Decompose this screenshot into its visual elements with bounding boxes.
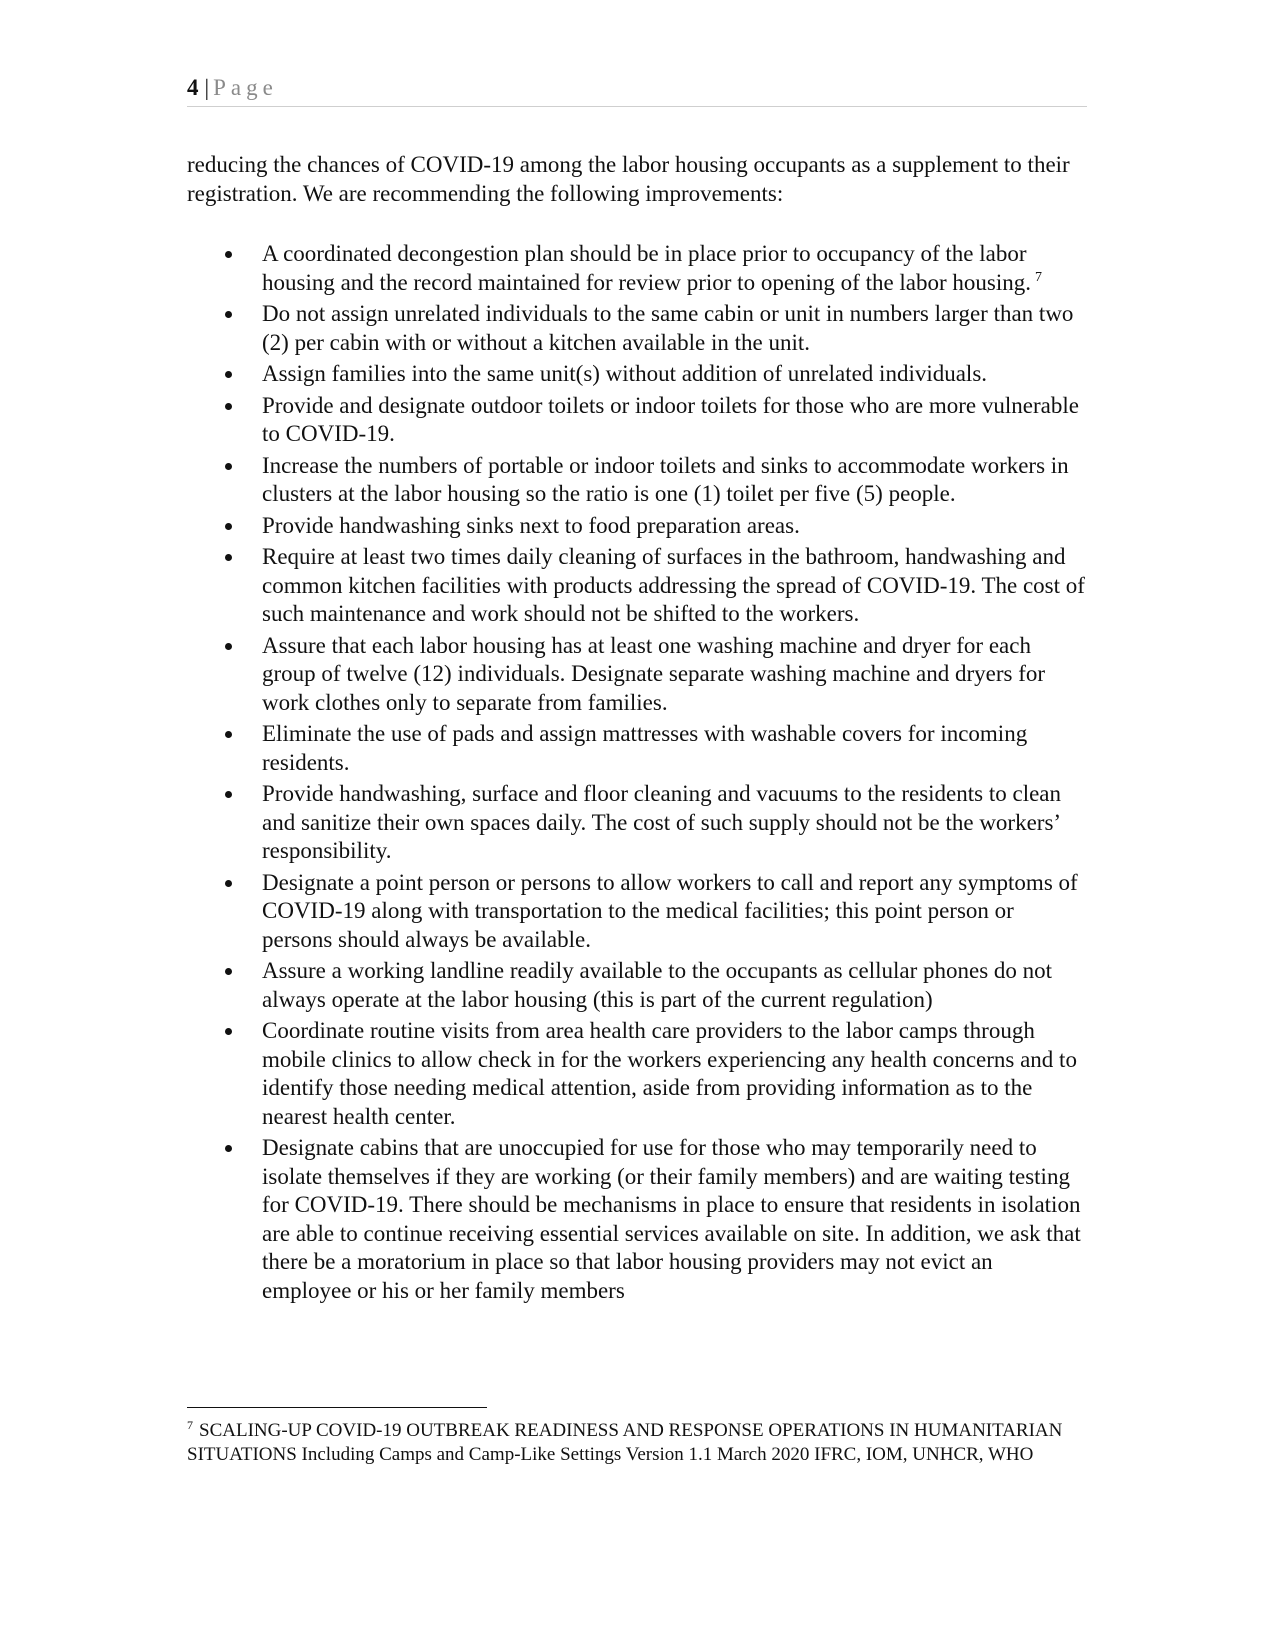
list-item [187,1134,1087,1305]
list-item-text: Provide handwashing, surface and floor cleaning and vacuums to the residents to clean and sanitize their own spaces daily. The cost of such supply should not be the workers’ responsibility. [262,781,1062,863]
bullet-icon [225,311,232,318]
list-item-text: Assure a working landline readily available to the occupants as cellular phones do not always operate at the labor housing (this is part of the current regulation) [262,958,1053,1012]
list-item-text: Require at least two times daily cleaning of surfaces in the bathroom, handwashing and common kitchen facilities with products addressing the spread of COVID-19. The cost of such maintenance and work should not be shifted to the workers. [262,544,1085,626]
list-item [187,512,1087,541]
footnote [187,1419,1087,1467]
footnote-text: SCALING-UP COVID-19 OUTBREAK READINESS AND RESPONSE OPERATIONS IN HUMANITARIAN SITUATIONS Including Camps and Camp-Like Settings Version 1.1 March 2020 IFRC, IOM, UNHCR, WHO [187,1420,1063,1465]
list-item [187,452,1087,509]
intro-paragraph: reducing the chances of COVID-19 among the labor housing occupants as a supplement to their registration. We are recommending the following improvements: [187,152,1070,206]
recommendations-list [187,240,1087,1308]
list-item [187,240,1087,297]
footnote-reference: 7 [1035,269,1043,285]
list-item [187,869,1087,955]
page-separator: | [204,75,210,100]
list-item-text: Increase the numbers of portable or indoor toilets and sinks to accommodate workers in clusters at the labor housing so the ratio is one (1) toilet per five (5) people. [262,452,1069,506]
bullet-icon [225,463,232,470]
bullet-icon [225,968,232,975]
bullet-icon [225,554,232,561]
page-number: 4 [187,75,199,100]
bullet-icon [225,731,232,738]
list-item-text: Designate cabins that are unoccupied for use for those who may temporarily need to isolate themselves if they are working (or their family members) and are waiting testing for COVID-19. There should be mechanisms in place to ensure that residents in isolation are able to continue receiving essential services available on site. In addition, we ask that there be a moratorium in place so that labor housing providers may not evict an employee or his or her family members [262,1135,1081,1303]
list-item [187,957,1087,1014]
list-item [187,780,1087,866]
list-item [187,720,1087,777]
list-item [187,1017,1087,1131]
bullet-icon [225,880,232,887]
bullet-icon [225,643,232,650]
footnote-divider [187,1407,487,1408]
list-item-text: Assign families into the same unit(s) without addition of unrelated individuals. [262,361,988,386]
page-label: Page [213,75,278,100]
bullet-icon [225,1028,232,1035]
bullet-icon [225,251,232,258]
list-item [187,543,1087,629]
list-item-text: Provide and designate outdoor toilets or indoor toilets for those who are more vulnerable to COVID-19. [262,392,1079,446]
list-item [187,392,1087,449]
bullet-icon [225,1145,232,1152]
list-item-text: A coordinated decongestion plan should be in place prior to occupancy of the labor housing and the record maintained for review prior to opening of the labor housing. [262,241,1032,295]
list-item-text: Assure that each labor housing has at least one washing machine and dryer for each group of twelve (12) individuals. Designate separate washing machine and dryers for work clothes only to separate from families. [262,632,1046,715]
list-item-text: Provide handwashing sinks next to food preparation areas. [262,512,800,538]
bullet-icon [225,791,232,798]
footnote-mark: 7 [187,1417,193,1432]
page-header [187,74,1087,107]
list-item [187,360,1087,389]
list-item [187,300,1087,357]
list-item-text: Eliminate the use of pads and assign mattresses with washable covers for incoming residents. [262,721,1028,775]
list-item-text: Coordinate routine visits from area health care providers to the labor camps through mobile clinics to allow check in for the workers experiencing any health concerns and to identify those needing medical attention, aside from providing information as to the nearest health center. [262,1018,1077,1129]
list-item-text: Do not assign unrelated individuals to the same cabin or unit in numbers larger than two (2) per cabin with or without a kitchen available in the unit. [262,301,1074,355]
list-item [187,632,1087,718]
bullet-icon [225,403,232,410]
bullet-icon [225,371,232,378]
bullet-icon [225,523,232,530]
list-item-text: Designate a point person or persons to allow workers to call and report any symptoms of COVID-19 along with transportation to the medical facilities; this point person or persons should always be available. [262,869,1078,952]
